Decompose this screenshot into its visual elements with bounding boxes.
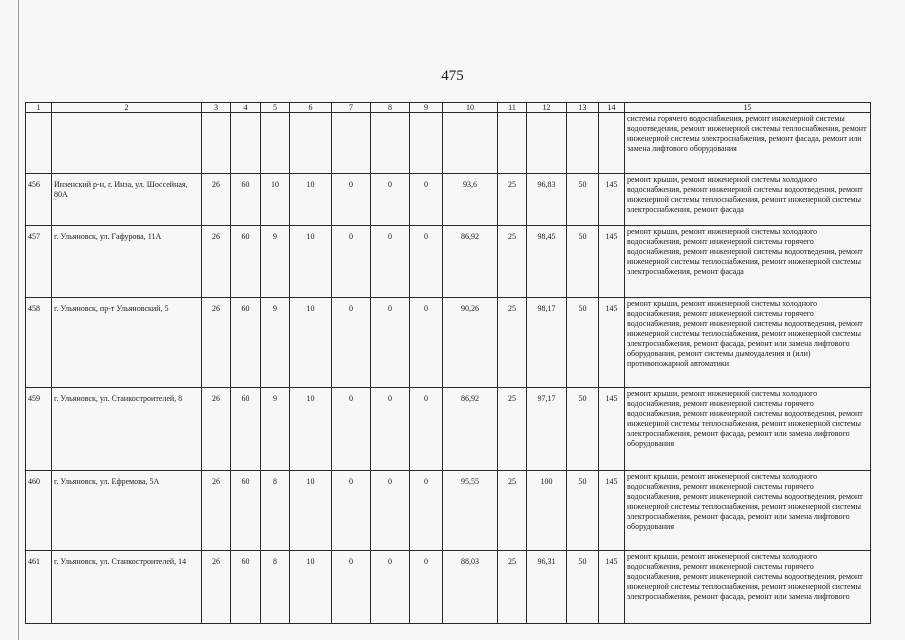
value-cell: 0 — [410, 174, 443, 226]
address-cell: г. Ульяновск, ул. Ефремова, 5А — [52, 471, 202, 551]
table-row — [26, 471, 871, 551]
works-cell: ремонт крыши, ремонт инженерной системы холодного водоснабжения, ремонт инженерной системы горячего водоснабжения, ремонт инженерной системы водоотведения, ремонт инженерной системы теплоснабжения, ремонт инженерной системы электроснабжения, ремонт фасада, ремонт или замена лифтового оборудования, ремонт системы дымоудаления и (или) противопожарной автоматики — [625, 298, 871, 388]
value-cell: 0 — [332, 226, 371, 298]
value-cell — [443, 113, 498, 174]
column-header: 10 — [443, 103, 498, 113]
works-cell: ремонт крыши, ремонт инженерной системы холодного водоснабжения, ремонт инженерной системы горячего водоснабжения, ремонт инженерной системы водоотведения, ремонт инженерной системы теплоснабжения, ремонт инженерной системы электроснабжения, ремонт фасада, ремонт или замена лифтового оборудования — [625, 388, 871, 471]
table-row — [26, 226, 871, 298]
value-cell — [527, 113, 567, 174]
value-cell: 10 — [290, 226, 332, 298]
address-cell: г. Ульяновск, ул. Станкостроителей, 8 — [52, 388, 202, 471]
value-cell: 60 — [231, 551, 261, 624]
column-header: 5 — [261, 103, 290, 113]
value-cell: 0 — [332, 388, 371, 471]
table-row — [26, 174, 871, 226]
value-cell: 0 — [371, 298, 410, 388]
value-cell: 95,55 — [443, 471, 498, 551]
row-number: 459 — [26, 388, 52, 471]
value-cell: 10 — [261, 174, 290, 226]
value-cell: 26 — [202, 388, 231, 471]
table-row — [26, 298, 871, 388]
value-cell: 10 — [290, 388, 332, 471]
value-cell: 50 — [567, 388, 599, 471]
table-row — [26, 551, 871, 624]
column-header: 11 — [498, 103, 527, 113]
value-cell: 60 — [231, 226, 261, 298]
table-row — [26, 113, 871, 174]
value-cell — [410, 113, 443, 174]
value-cell: 10 — [290, 551, 332, 624]
column-header: 14 — [599, 103, 625, 113]
value-cell: 25 — [498, 226, 527, 298]
value-cell: 60 — [231, 471, 261, 551]
value-cell: 60 — [231, 298, 261, 388]
value-cell: 25 — [498, 471, 527, 551]
works-cell: ремонт крыши, ремонт инженерной системы холодного водоснабжения, ремонт инженерной системы горячего водоснабжения, ремонт инженерной системы водоотведения, ремонт инженерной системы теплоснабжения, ремонт инженерной системы электроснабжения, ремонт фасада, ремонт или замена лифтового — [625, 551, 871, 624]
row-number: 456 — [26, 174, 52, 226]
value-cell: 9 — [261, 298, 290, 388]
works-cell: ремонт крыши, ремонт инженерной системы холодного водоснабжения, ремонт инженерной системы горячего водоснабжения, ремонт инженерной системы водоотведения, ремонт инженерной системы теплоснабжения, ремонт инженерной системы электроснабжения, ремонт фасада — [625, 226, 871, 298]
value-cell: 0 — [371, 471, 410, 551]
value-cell: 86,92 — [443, 388, 498, 471]
value-cell: 0 — [410, 551, 443, 624]
value-cell: 8 — [261, 551, 290, 624]
value-cell: 26 — [202, 298, 231, 388]
works-cell: ремонт крыши, ремонт инженерной системы холодного водоснабжения, ремонт инженерной системы водоотведения, ремонт инженерной системы теплоснабжения, ремонт инженерной системы электроснабжения, ремонт фасада — [625, 174, 871, 226]
column-number-row — [26, 103, 871, 113]
address-cell: Инзенский р-н, г. Инза, ул. Шоссейная, 80А — [52, 174, 202, 226]
value-cell: 0 — [332, 298, 371, 388]
value-cell: 60 — [231, 174, 261, 226]
value-cell: 26 — [202, 226, 231, 298]
value-cell: 90,26 — [443, 298, 498, 388]
value-cell: 93,6 — [443, 174, 498, 226]
value-cell: 10 — [290, 298, 332, 388]
column-header: 6 — [290, 103, 332, 113]
value-cell: 10 — [290, 471, 332, 551]
value-cell: 97,17 — [527, 388, 567, 471]
works-cell: ремонт крыши, ремонт инженерной системы холодного водоснабжения, ремонт инженерной системы горячего водоснабжения, ремонт инженерной системы водоотведения, ремонт инженерной системы теплоснабжения, ремонт инженерной системы электроснабжения, ремонт фасада, ремонт или замена лифтового оборудования — [625, 471, 871, 551]
column-header: 12 — [527, 103, 567, 113]
value-cell: 0 — [371, 551, 410, 624]
value-cell — [332, 113, 371, 174]
works-cell: системы горячего водоснабжения, ремонт инженерной системы водоотведения, ремонт инженерной системы теплоснабжения, ремонт инженерной системы электроснабжения, ремонт фасада, ремонт или замена лифтового оборудования — [625, 113, 871, 174]
value-cell: 145 — [599, 551, 625, 624]
page-number: 475 — [441, 68, 464, 84]
row-number: 461 — [26, 551, 52, 624]
column-header: 2 — [52, 103, 202, 113]
value-cell: 145 — [599, 388, 625, 471]
value-cell — [202, 113, 231, 174]
value-cell — [371, 113, 410, 174]
address-cell: г. Ульяновск, ул. Гафурова, 11А — [52, 226, 202, 298]
value-cell: 9 — [261, 226, 290, 298]
repair-schedule-table — [25, 102, 871, 624]
value-cell — [498, 113, 527, 174]
row-number — [26, 113, 52, 174]
value-cell: 98,17 — [527, 298, 567, 388]
value-cell: 145 — [599, 226, 625, 298]
column-header: 1 — [26, 103, 52, 113]
value-cell — [231, 113, 261, 174]
value-cell: 96,83 — [527, 174, 567, 226]
value-cell: 50 — [567, 226, 599, 298]
column-header: 9 — [410, 103, 443, 113]
value-cell — [290, 113, 332, 174]
value-cell: 26 — [202, 174, 231, 226]
value-cell: 98,45 — [527, 226, 567, 298]
value-cell: 50 — [567, 298, 599, 388]
value-cell: 26 — [202, 551, 231, 624]
value-cell: 100 — [527, 471, 567, 551]
value-cell: 25 — [498, 551, 527, 624]
table-row — [26, 388, 871, 471]
value-cell: 0 — [410, 226, 443, 298]
column-header: 7 — [332, 103, 371, 113]
value-cell: 60 — [231, 388, 261, 471]
value-cell: 8 — [261, 471, 290, 551]
value-cell: 25 — [498, 174, 527, 226]
value-cell: 96,31 — [527, 551, 567, 624]
value-cell: 0 — [410, 471, 443, 551]
value-cell — [261, 113, 290, 174]
scan-edge-line — [18, 0, 19, 640]
value-cell: 50 — [567, 551, 599, 624]
value-cell: 0 — [332, 471, 371, 551]
address-cell: г. Ульяновск, ул. Станкостроителей, 14 — [52, 551, 202, 624]
column-header: 8 — [371, 103, 410, 113]
value-cell: 26 — [202, 471, 231, 551]
value-cell: 86,92 — [443, 226, 498, 298]
value-cell: 0 — [410, 388, 443, 471]
value-cell: 0 — [410, 298, 443, 388]
value-cell: 25 — [498, 388, 527, 471]
address-cell: г. Ульяновск, пр-т Ульяновский, 5 — [52, 298, 202, 388]
value-cell: 88,03 — [443, 551, 498, 624]
value-cell: 50 — [567, 471, 599, 551]
value-cell: 145 — [599, 298, 625, 388]
value-cell: 50 — [567, 174, 599, 226]
column-header: 3 — [202, 103, 231, 113]
column-header: 4 — [231, 103, 261, 113]
column-header: 13 — [567, 103, 599, 113]
value-cell: 0 — [371, 226, 410, 298]
value-cell: 145 — [599, 471, 625, 551]
address-cell — [52, 113, 202, 174]
row-number: 460 — [26, 471, 52, 551]
value-cell — [599, 113, 625, 174]
value-cell: 0 — [371, 388, 410, 471]
value-cell: 0 — [332, 551, 371, 624]
value-cell: 0 — [332, 174, 371, 226]
value-cell: 10 — [290, 174, 332, 226]
value-cell — [567, 113, 599, 174]
column-header: 15 — [625, 103, 871, 113]
value-cell: 25 — [498, 298, 527, 388]
row-number: 457 — [26, 226, 52, 298]
value-cell: 0 — [371, 174, 410, 226]
value-cell: 145 — [599, 174, 625, 226]
value-cell: 9 — [261, 388, 290, 471]
row-number: 458 — [26, 298, 52, 388]
